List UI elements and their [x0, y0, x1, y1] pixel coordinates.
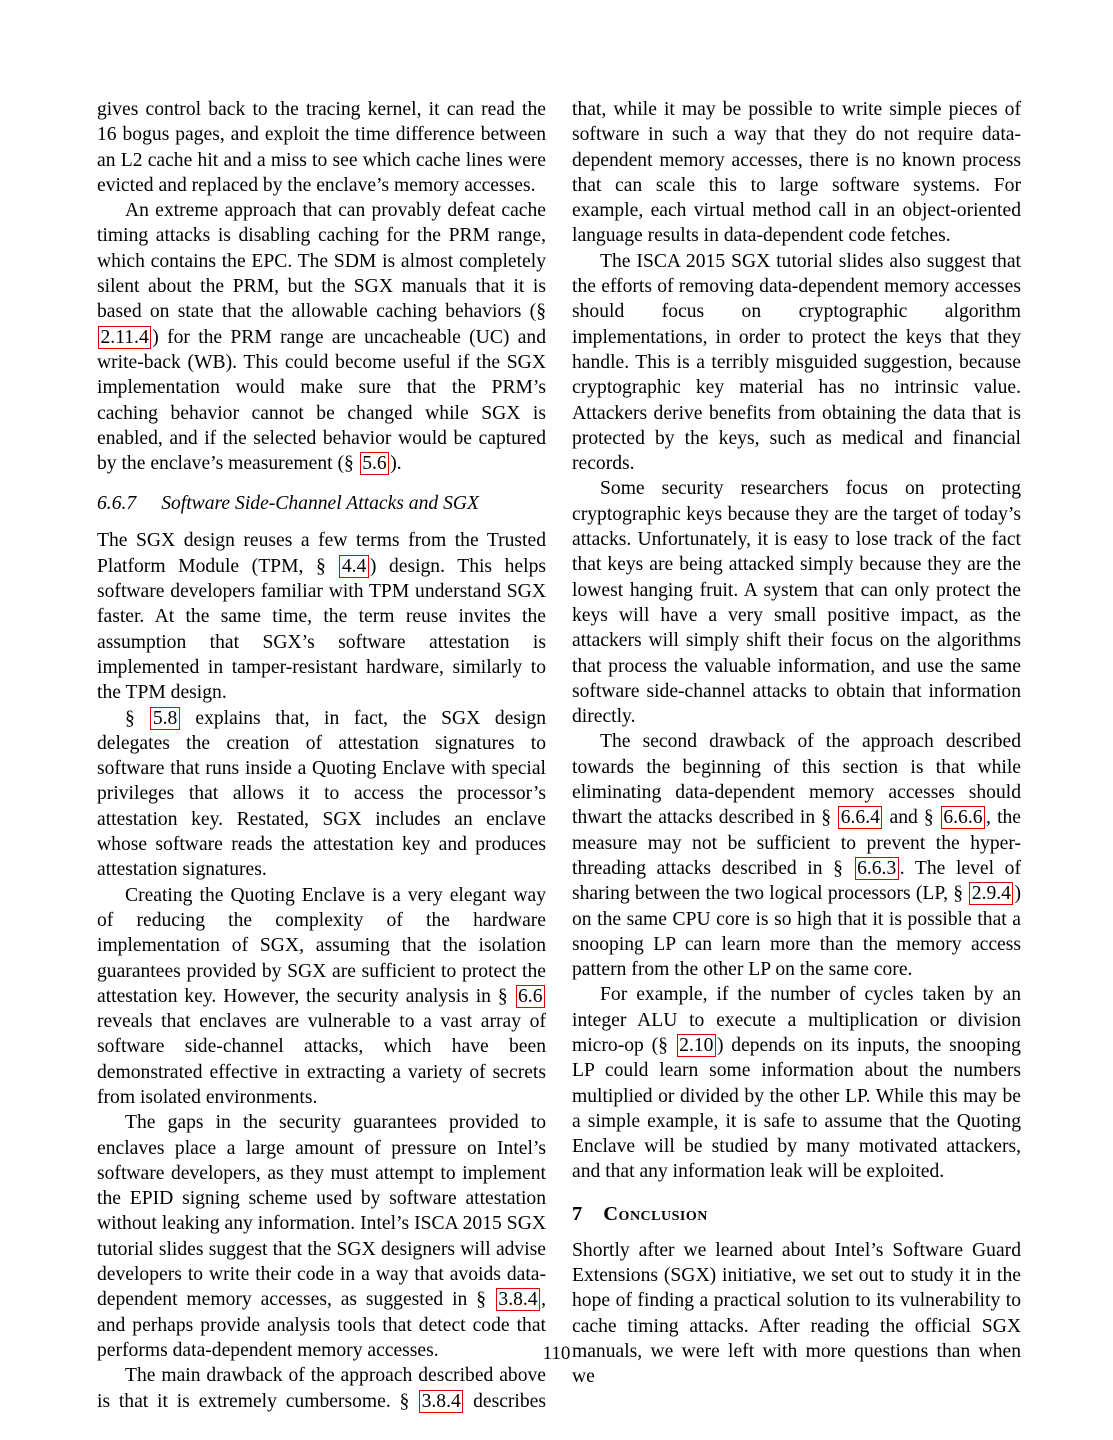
subsection-number: 6.6.7 [97, 493, 137, 515]
section-number: 7 [572, 1202, 583, 1225]
section-ref-link[interactable]: 6.6.4 [838, 806, 882, 829]
section-ref-link[interactable]: 5.8 [150, 707, 180, 730]
right-column [572, 97, 1021, 1414]
paragraph: For example, if the number of cycles taken by an integer ALU to execute a multiplication or division micro-op (§ 2.10 ) depends on its inputs, the snooping LP could learn some information about the numbers multiplied or divided by the other LP. While this may be a simple example, it is safe to assume that the Quoting Enclave will be studied by many motivated attackers, and that any information leak will be exploited. [572, 984, 1021, 1183]
section-title: Conclusion [603, 1202, 708, 1225]
paragraph: that, while it may be possible to write simple pieces of software in such a way that they do not require data-dependent memory accesses, there is no known process that can scale this to large software systems. For example, each virtual method call in an object-oriented language results in data-dependent code fetches. [572, 99, 1021, 247]
section-heading [572, 1201, 1021, 1227]
section-ref-link[interactable]: 6.6.6 [941, 806, 985, 829]
section-ref-link[interactable]: 2.11.4 [98, 326, 151, 349]
paragraph: The second drawback of the approach described towards the beginning of this section is that while eliminating data-dependent memory accesses should thwart the attacks described in § 6.6.4 and § 6.6.6 , the measure may not be sufficient to prevent the hyper-threading attacks described in § 6.6.3 . The level of sharing between the two logical processors (LP, § 2.9.4 ) on the same CPU core is so high that it is possible that a snooping LP can learn more than the memory access pattern from the other LP on the same core. [572, 731, 1021, 981]
paragraph: The gaps in the security guarantees provided to enclaves place a large amount of pressure on Intel’s software developers, as they must attempt to implement the EPID signing scheme used by software attestation without leaking any information. Intel’s ISCA 2015 SGX tutorial slides suggest that the SGX designers will advise developers to write their code in a way that avoids data-dependent memory accesses, as suggested in § 3.8.4 , and perhaps provide analysis tools that detect code that performs data-dependent memory accesses. [97, 1112, 546, 1361]
section-ref-link[interactable]: 5.6 [360, 452, 390, 475]
paragraph: An extreme approach that can provably defeat cache timing attacks is disabling caching for the PRM range, which contains the EPC. The SDM is almost completely silent about the PRM, but the SGX manuals that it is based on state that the allowable caching behaviors (§ 2.11.4 ) for the PRM range are uncacheable (UC) and write-back (WB). This could become useful if the SGX implementation would make sure that the PRM’s caching behavior cannot be changed while SGX is enabled, and if the selected behavior would be captured by the enclave’s measurement (§ 5.6 ). [97, 200, 546, 475]
paragraph: The SGX design reuses a few terms from the Trusted Platform Module (TPM, § 4.4 ) design. This helps software developers familiar with TPM understand SGX faster. At the same time, the term reuse invites the assumption that SGX’s software attestation is implemented in tamper-resistant hardware, similarly to the TPM design. [97, 530, 546, 704]
left-column [97, 97, 546, 1414]
paragraph: Creating the Quoting Enclave is a very elegant way of reducing the complexity of the hardware implementation of SGX, assuming that the isolation guarantees provided by SGX are sufficient to protect the attestation key. However, the security analysis in § 6.6 reveals that enclaves are vulnerable to a vast array of software side-channel attacks, which have been demonstrated effective in extracting a variety of secrets from isolated environments. [97, 884, 546, 1108]
subsection-title: Software Side-Channel Attacks and SGX [161, 493, 480, 515]
section-ref-link[interactable]: 2.9.4 [969, 882, 1013, 905]
section-ref-link[interactable]: 6.6 [516, 985, 546, 1008]
section-ref-link[interactable]: 3.8.4 [419, 1390, 463, 1413]
section-ref-link[interactable]: 2.10 [677, 1034, 716, 1057]
subsection-heading [97, 491, 546, 516]
paragraph: The main drawback of the approach described above is that it is extremely cumbersome. § 3.8.4 describes [97, 1365, 546, 1412]
section-ref-link[interactable]: 6.6.3 [855, 857, 899, 880]
paragraph: The ISCA 2015 SGX tutorial slides also suggest that the efforts of removing data-dependent memory accesses should focus on cryptographic algorithm implementations, in order to protect the keys that they handle. This is a terribly misguided suggestion, because cryptographic key material has no intrinsic value. Attackers derive benefits from obtaining the data that is protected by the keys, such as medical and financial records. [572, 250, 1021, 475]
section-ref-link[interactable]: 3.8.4 [496, 1288, 540, 1311]
paragraph: gives control back to the tracing kernel, it can read the 16 bogus pages, and exploit the time difference between an L2 cache hit and a miss to see which cache lines were evicted and replaced by the enclave’s memory accesses. [97, 99, 546, 196]
paragraph: Some security researchers focus on protecting cryptographic keys because they are the target of today’s attacks. Unfortunately, it is easy to lose track of the fact that keys are being attacked simply because they are the lowest hanging fruit. A system that can only protect the keys will have a very small positive impact, as the attackers will simply shift their focus on the algorithms that process the valuable information, and use the same software side-channel attacks to obtain that information directly. [572, 478, 1021, 728]
paragraph: Shortly after we learned about Intel’s Software Guard Extensions (SGX) initiative, we set out to study it in the hope of finding a practical solution to its vulnerability to cache timing attacks. After reading the official SGX manuals, we were left with more questions than when we [572, 1239, 1021, 1388]
page-number: 110 [542, 1343, 571, 1364]
paragraph: § 5.8 explains that, in fact, the SGX design delegates the creation of attestation signatures to software that runs inside a Quoting Enclave with special privileges that allows it to access the processor’s attestation key. Restated, SGX includes an enclave whose software reads the attestation key and produces attestation signatures. [97, 707, 546, 881]
section-ref-link[interactable]: 4.4 [339, 555, 369, 578]
two-column-body [97, 97, 1021, 1414]
